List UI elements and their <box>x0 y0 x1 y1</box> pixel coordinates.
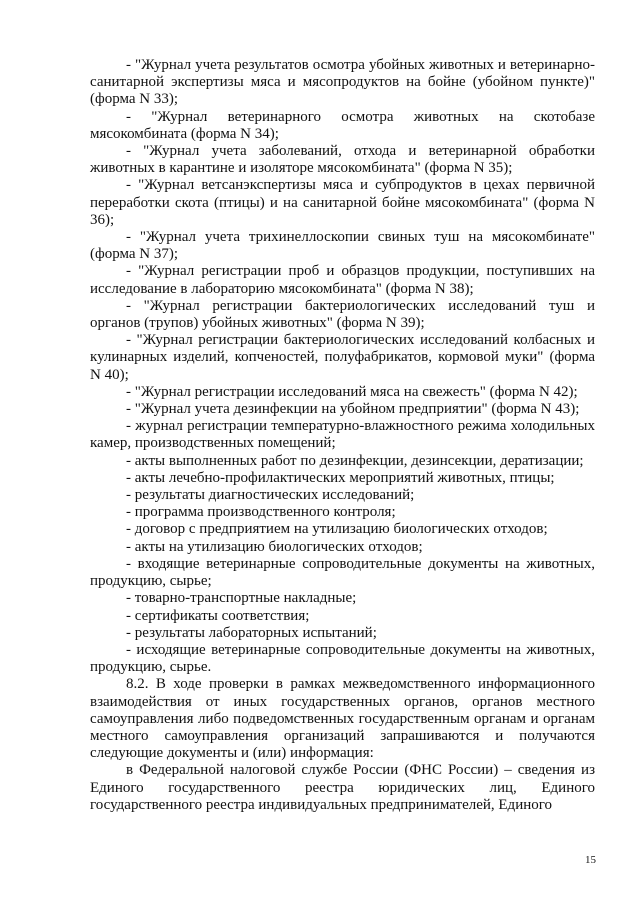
paragraph-form-38: - "Журнал регистрации проб и образцов продукции, поступивших на исследование в лабораторию мясокомбината" (форма N 38); <box>90 263 595 297</box>
paragraph-certificates: - сертификаты соответствия; <box>126 607 310 624</box>
paragraph-form-42: - "Журнал регистрации исследований мяса на свежесть" (форма N 42); <box>126 383 578 400</box>
paragraph-form-40: - "Журнал регистрации бактериологических исследований колбасных и кулинарных изделий, копченостей, полуфабрикатов, кормовой муки" (форма N 40); <box>90 332 595 383</box>
paragraph-diagnostic-results: - результаты диагностических исследований; <box>126 487 415 504</box>
paragraph-waybills: - товарно-транспортные накладные; <box>126 590 357 607</box>
paragraph-form-36: - "Журнал ветсанэкспертизы мяса и субпродуктов в цехах первичной переработки скота (птицы) и на санитарной бойне мясокомбината" (форма N 36); <box>90 177 595 228</box>
paragraph-form-34: - "Журнал ветеринарного осмотра животных на скотобазе мясокомбината (форма N 34); <box>90 108 595 142</box>
paragraph-disposal-contract: - договор с предприятием на утилизацию биологических отходов; <box>126 521 548 538</box>
paragraph-form-37: - "Журнал учета трихинеллоскопии свиных туш на мясокомбинате" (форма N 37); <box>90 229 595 263</box>
paragraph-form-33: - "Журнал учета результатов осмотра убойных животных и ветеринарно-санитарной экспертизы мяса и мясопродуктов на бойне (убойном пункте)" (форма N 33); <box>90 57 595 108</box>
paragraph-disposal-acts: - акты на утилизацию биологических отходов; <box>126 538 423 555</box>
paragraph-form-39: - "Журнал регистрации бактериологических исследований туш и органов (трупов) убойных животных" (форма N 39); <box>90 297 595 332</box>
paragraph-incoming-documents: - входящие ветеринарные сопроводительные документы на животных, продукцию, сырье; <box>90 555 595 590</box>
page-number: 15 <box>585 854 596 866</box>
paragraph-form-43: - "Журнал учета дезинфекции на убойном предприятии" (форма N 43); <box>126 401 580 418</box>
paragraph-outgoing-documents: - исходящие ветеринарные сопроводительные документы на животных, продукцию, сырье. <box>90 641 595 676</box>
paragraph-fns-info: в Федеральной налоговой службе России (ФНС России) – сведения из Единого государственного реестра юридических лиц, Единого государственного реестра индивидуальных предпринимателей, Единого <box>90 762 595 813</box>
paragraph-lab-results: - результаты лабораторных испытаний; <box>126 624 377 641</box>
paragraph-temperature-journal: - журнал регистрации температурно-влажностного режима холодильных камер, производственных помещений; <box>90 418 595 452</box>
paragraph-form-35: - "Журнал учета заболеваний, отхода и ветеринарной обработки животных в карантине и изоляторе мясокомбината" (форма N 35); <box>90 143 595 177</box>
paragraph-section-8-2: 8.2. В ходе проверки в рамках межведомственного информационного взаимодействия от иных государственных органов, органов местного самоуправления либо подведомственных государственным органам и органам местного самоуправления организаций запрашиваются и получаются следующие документы и (или) информация: <box>90 676 595 762</box>
paragraph-control-program: - программа производственного контроля; <box>126 504 396 521</box>
paragraph-prevention-acts: - акты лечебно-профилактических мероприятий животных, птицы; <box>126 469 555 486</box>
paragraph-disinfection-acts: - акты выполненных работ по дезинфекции, дезинсекции, дератизации; <box>126 452 584 469</box>
document-body <box>90 57 595 814</box>
